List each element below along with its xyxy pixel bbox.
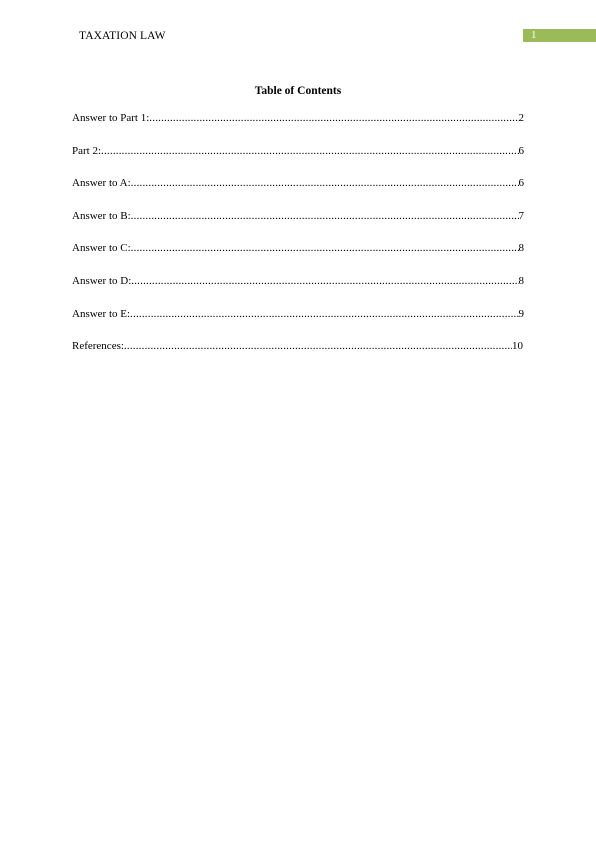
toc-entry-label: Answer to C: bbox=[72, 242, 131, 255]
toc-dot-leader bbox=[131, 274, 518, 288]
toc-dot-leader bbox=[131, 209, 519, 223]
document-title: TAXATION LAW bbox=[79, 30, 166, 42]
page-number-badge bbox=[523, 29, 596, 42]
toc-entry-page: 8 bbox=[518, 274, 524, 287]
toc-dot-leader bbox=[149, 111, 518, 125]
toc-dot-leader bbox=[130, 307, 518, 321]
toc-entry-label: Part 2: bbox=[72, 144, 102, 157]
toc-entry-label: Answer to A: bbox=[72, 177, 131, 190]
toc-entry-label: References: bbox=[72, 340, 124, 353]
toc-entry-answer-c[interactable] bbox=[72, 241, 524, 274]
toc-dot-leader bbox=[131, 241, 519, 255]
page-number: 1 bbox=[531, 29, 537, 41]
page-header bbox=[0, 0, 596, 50]
toc-entry-answer-part-1[interactable] bbox=[72, 111, 524, 144]
toc-entry-answer-b[interactable] bbox=[72, 209, 524, 242]
toc-entry-page: 6 bbox=[518, 144, 524, 157]
toc-entry-page: 6 bbox=[518, 177, 524, 190]
toc-entry-page: 2 bbox=[518, 112, 524, 124]
toc-entry-label: Answer to D: bbox=[72, 274, 132, 287]
toc-entry-references[interactable] bbox=[72, 339, 523, 372]
toc-entry-label: Answer to B: bbox=[72, 209, 131, 222]
toc-entry-answer-d[interactable] bbox=[72, 274, 524, 307]
toc-entry-page: 8 bbox=[518, 242, 524, 255]
toc-entry-page: 10 bbox=[512, 340, 523, 353]
toc-dot-leader bbox=[101, 144, 518, 158]
toc-heading: Table of Contents bbox=[254, 85, 342, 97]
toc-entry-page: 7 bbox=[518, 209, 524, 222]
toc-dot-leader bbox=[131, 176, 519, 190]
toc-entry-answer-e[interactable] bbox=[72, 307, 524, 340]
toc-entry-label: Answer to E: bbox=[72, 307, 131, 320]
toc-entry-part-2[interactable] bbox=[72, 144, 524, 177]
toc-entry-page: 9 bbox=[518, 307, 524, 320]
table-of-contents bbox=[72, 111, 524, 372]
toc-entry-answer-a[interactable] bbox=[72, 176, 524, 209]
toc-dot-leader bbox=[124, 339, 512, 353]
toc-entry-label: Answer to Part 1: bbox=[72, 112, 150, 124]
